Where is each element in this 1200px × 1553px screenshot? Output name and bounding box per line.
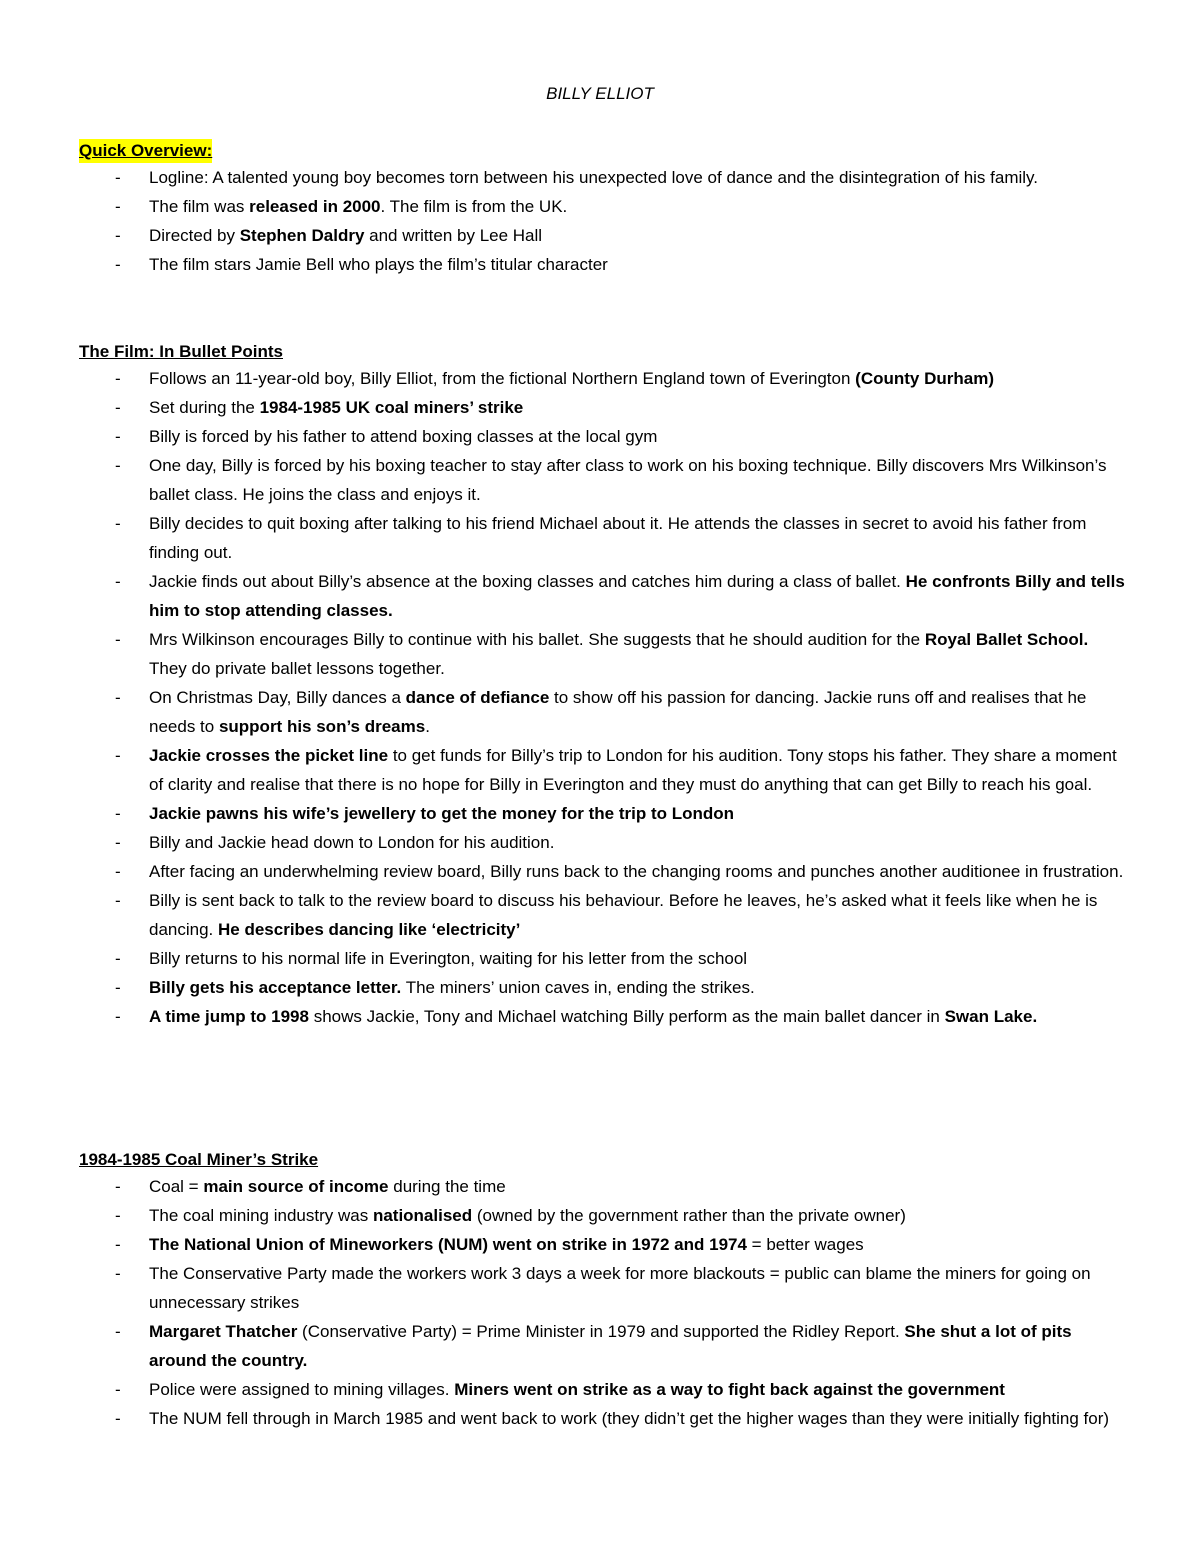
text-run: to get funds for Billy’s trip to London for his audition. Tony stops his father. They share a moment of clarity and realise that there is no hope for Billy in Everington and they must do anything that can get Billy to reach his goal. <box>149 746 1117 794</box>
list-item <box>79 741 1129 799</box>
list-item <box>79 857 1129 886</box>
list-item <box>79 886 1129 944</box>
bullet-dash: - <box>115 949 121 968</box>
bullet-dash: - <box>115 833 121 852</box>
bullet-dash: - <box>115 891 121 910</box>
bold-text: Jackie pawns his wife’s jewellery to get the money for the trip to London <box>149 804 735 823</box>
bold-text: support his son’s dreams <box>218 717 426 736</box>
bold-text: Stephen Daldry <box>239 226 365 245</box>
text-run: The NUM fell through in March 1985 and went back to work (they didn’t get the higher wages than they were initially fighting for) <box>149 1409 1110 1428</box>
text-run: Follows an 11-year-old boy, Billy Elliot, from the fictional Northern England town of Everington <box>149 369 856 388</box>
section-heading: 1984-1985 Coal Miner’s Strike <box>79 1150 319 1169</box>
text-run: The Conservative Party made the workers work 3 days a week for more blackouts = public can blame the miners for going on unnecessary strikes <box>149 1264 1091 1312</box>
bullet-dash: - <box>115 1235 121 1254</box>
bullet-dash: - <box>115 226 121 245</box>
bold-text: Margaret Thatcher <box>149 1322 298 1341</box>
list-item <box>79 1404 1129 1433</box>
bold-text: He confronts Billy and tells him to stop attending classes. <box>149 572 1125 620</box>
bold-text: Swan Lake. <box>944 1007 1038 1026</box>
text-run: One day, Billy is forced by his boxing teacher to stay after class to work on his boxing technique. Billy discovers Mrs Wilkinson’s ballet class. He joins the class and enjoys it. <box>149 456 1107 504</box>
list-item <box>79 1172 1129 1201</box>
text-run: Mrs Wilkinson encourages Billy to continue with his ballet. She suggests that he should audition for the <box>149 630 925 649</box>
bullet-dash: - <box>115 456 121 475</box>
bullet-dash: - <box>115 369 121 388</box>
bullet-dash: - <box>115 255 121 274</box>
list-item <box>79 163 1129 192</box>
bullet-dash: - <box>115 630 121 649</box>
bold-text: main source of income <box>203 1177 389 1196</box>
bullet-dash: - <box>115 1007 121 1026</box>
document-title: BILLY ELLIOT <box>546 84 654 103</box>
bullet-list <box>79 1172 1129 1433</box>
bullet-dash: - <box>115 197 121 216</box>
list-item <box>79 567 1129 625</box>
list-item <box>79 683 1129 741</box>
section-heading: The Film: In Bullet Points <box>79 342 283 361</box>
text-run: Billy decides to quit boxing after talking to his friend Michael about it. He attends the classes in secret to avoid his father from finding out. <box>149 514 1087 562</box>
bullet-dash: - <box>115 1206 121 1225</box>
bold-text: A time jump to 1998 <box>149 1007 309 1026</box>
bold-text: He describes dancing like ‘electricity’ <box>218 920 521 939</box>
section-film-bullet-points <box>79 340 1129 1031</box>
bold-text: Jackie crosses the picket line <box>149 746 389 765</box>
text-run: to show off his passion for dancing. Jackie runs off and realises that he needs to <box>149 688 1087 736</box>
list-item <box>79 393 1129 422</box>
bold-text: The National Union of Mineworkers (NUM) went on strike in 1972 and 1974 <box>149 1235 747 1254</box>
bold-text: nationalised <box>372 1206 473 1225</box>
text-run: Billy returns to his normal life in Everington, waiting for his letter from the school <box>149 949 748 968</box>
bold-text: released in 2000 <box>249 197 381 216</box>
bullet-list <box>79 364 1129 1031</box>
list-item <box>79 451 1129 509</box>
list-item <box>79 828 1129 857</box>
bullet-dash: - <box>115 1322 121 1341</box>
text-run: The coal mining industry was <box>149 1206 373 1225</box>
bullet-dash: - <box>115 746 121 765</box>
text-run: The miners’ union caves in, ending the strikes. <box>401 978 755 997</box>
text-run: They do private ballet lessons together. <box>149 659 445 678</box>
bullet-dash: - <box>115 1409 121 1428</box>
list-item <box>79 364 1129 393</box>
bullet-dash: - <box>115 1380 121 1399</box>
text-run: during the time <box>388 1177 506 1196</box>
text-run: (Conservative Party) = Prime Minister in 1979 and supported the Ridley Report. <box>297 1322 905 1341</box>
list-item <box>79 509 1129 567</box>
text-run: After facing an underwhelming review board, Billy runs back to the changing rooms and punches another auditionee in frustration. <box>149 862 1124 881</box>
bold-text: She shut a lot of pits around the country. <box>149 1322 1072 1370</box>
bullet-dash: - <box>115 1177 121 1196</box>
text-run: . <box>425 717 430 736</box>
bold-text: dance of defiance <box>405 688 550 707</box>
text-run: Billy is forced by his father to attend boxing classes at the local gym <box>149 427 658 446</box>
list-item <box>79 1230 1129 1259</box>
bullet-dash: - <box>115 427 121 446</box>
bold-text: Miners went on strike as a way to fight back against the government <box>454 1380 1005 1399</box>
list-item <box>79 1002 1129 1031</box>
bullet-dash: - <box>115 398 121 417</box>
list-item <box>79 192 1129 221</box>
text-run: On Christmas Day, Billy dances a <box>149 688 406 707</box>
text-run: and written by Lee Hall <box>364 226 543 245</box>
text-run: = better wages <box>746 1235 864 1254</box>
list-item <box>79 221 1129 250</box>
text-run: (owned by the government rather than the private owner) <box>472 1206 906 1225</box>
bullet-dash: - <box>115 862 121 881</box>
text-run: Police were assigned to mining villages. <box>149 1380 455 1399</box>
list-item <box>79 1375 1129 1404</box>
text-run: Set during the <box>149 398 260 417</box>
list-item <box>79 625 1129 683</box>
text-run: The film stars Jamie Bell who plays the film’s titular character <box>149 255 608 274</box>
section-heading: Quick Overview: <box>79 139 212 163</box>
bullet-dash: - <box>115 514 121 533</box>
bullet-dash: - <box>115 572 121 591</box>
list-item <box>79 973 1129 1002</box>
list-item <box>79 799 1129 828</box>
bold-text: Billy gets his acceptance letter. <box>149 978 402 997</box>
text-run: Jackie finds out about Billy’s absence at the boxing classes and catches him during a class of ballet. <box>149 572 906 591</box>
text-run: The film was <box>149 197 250 216</box>
bullet-dash: - <box>115 688 121 707</box>
section-quick-overview <box>79 139 1129 279</box>
text-run: shows Jackie, Tony and Michael watching Billy perform as the main ballet dancer in <box>308 1007 945 1026</box>
text-run: Billy is sent back to talk to the review board to discuss his behaviour. Before he leaves, he’s asked what it feels like when he is dancing. <box>149 891 1098 939</box>
text-run: Directed by <box>149 226 240 245</box>
bullet-dash: - <box>115 978 121 997</box>
list-item <box>79 250 1129 279</box>
list-item <box>79 1317 1129 1375</box>
bullet-dash: - <box>115 804 121 823</box>
list-item <box>79 1201 1129 1230</box>
section-coal-miners-strike <box>79 1148 1129 1433</box>
text-run: . The film is from the UK. <box>380 197 568 216</box>
bullet-list <box>79 163 1129 279</box>
list-item <box>79 1259 1129 1317</box>
bold-text: (County Durham) <box>855 369 994 388</box>
bold-text: 1984-1985 UK coal miners’ strike <box>259 398 524 417</box>
bullet-dash: - <box>115 168 121 187</box>
text-run: Logline: A talented young boy becomes torn between his unexpected love of dance and the disintegration of his family. <box>149 168 1038 187</box>
bold-text: Royal Ballet School. <box>924 630 1089 649</box>
list-item <box>79 944 1129 973</box>
bullet-dash: - <box>115 1264 121 1283</box>
text-run: Coal = <box>149 1177 204 1196</box>
text-run: Billy and Jackie head down to London for his audition. <box>149 833 555 852</box>
list-item <box>79 422 1129 451</box>
